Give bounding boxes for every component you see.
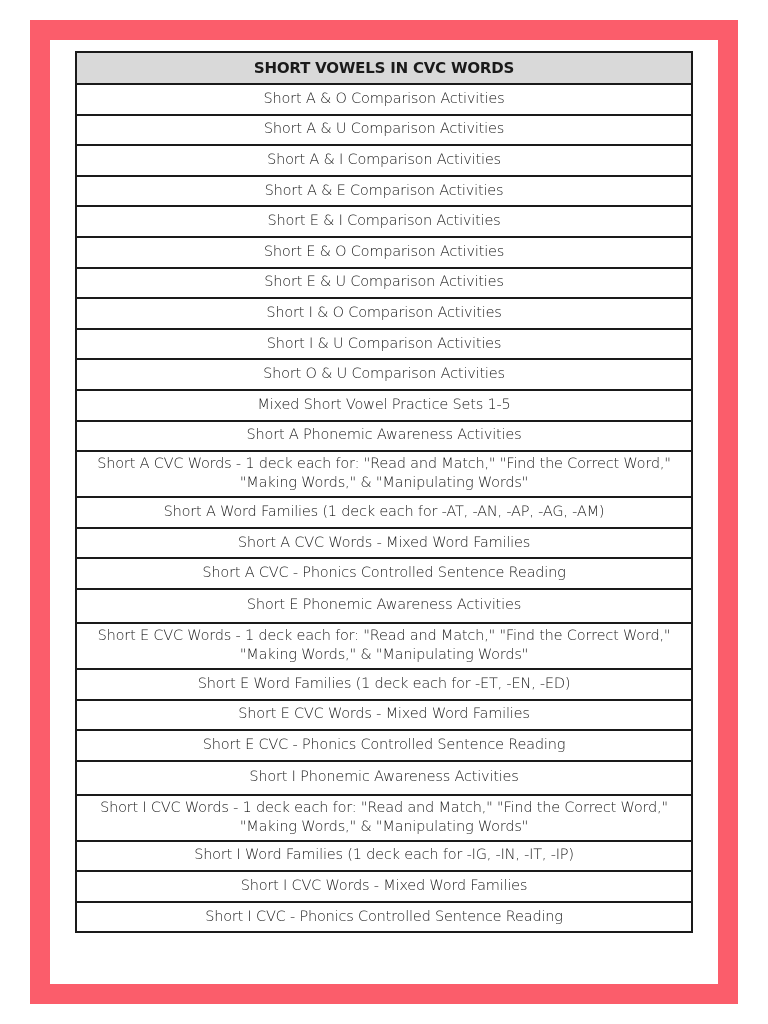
table-cell: Short A CVC - Phonics Controlled Sentence Reading <box>76 558 692 589</box>
table-cell: Short A Word Families (1 deck each for -AT, -AN, -AP, -AG, -AM) <box>76 497 692 528</box>
table-row <box>76 176 692 207</box>
table-cell: Short E CVC Words - Mixed Word Families <box>76 700 692 731</box>
table-cell: Short E Word Families (1 deck each for -ET, -EN, -ED) <box>76 669 692 700</box>
table-header: SHORT VOWELS IN CVC WORDS <box>76 52 692 84</box>
table-row <box>76 115 692 146</box>
table-cell: Short I & O Comparison Activities <box>76 298 692 329</box>
table-row <box>76 421 692 452</box>
table-row <box>76 237 692 268</box>
table-cell: Short A & I Comparison Activities <box>76 145 692 176</box>
table-cell: Short E CVC - Phonics Controlled Sentence Reading <box>76 730 692 761</box>
table-row <box>76 589 692 623</box>
table-cell: Short E & I Comparison Activities <box>76 206 692 237</box>
table-header-row <box>76 52 692 84</box>
content-area <box>50 40 718 984</box>
table-row <box>76 497 692 528</box>
table-row <box>76 795 692 841</box>
table-cell: Short E CVC Words - 1 deck each for: "Read and Match," "Find the Correct Word," "Making Words," & "Manipulating Words" <box>76 623 692 669</box>
table-cell: Short I CVC Words - 1 deck each for: "Read and Match," "Find the Correct Word," "Making Words," & "Manipulating Words" <box>76 795 692 841</box>
table-row <box>76 761 692 795</box>
pink-border-frame <box>30 20 738 1004</box>
table-cell: Short E Phonemic Awareness Activities <box>76 589 692 623</box>
table-cell: Short E & O Comparison Activities <box>76 237 692 268</box>
table-row <box>76 390 692 421</box>
cvc-activities-table <box>75 51 693 933</box>
table-row <box>76 730 692 761</box>
table-row <box>76 700 692 731</box>
table-cell: Short E & U Comparison Activities <box>76 268 692 299</box>
table-row <box>76 329 692 360</box>
table-row <box>76 528 692 559</box>
table-cell: Short A CVC Words - 1 deck each for: "Read and Match," "Find the Correct Word," "Making Words," & "Manipulating Words" <box>76 451 692 497</box>
table-cell: Short I CVC - Phonics Controlled Sentence Reading <box>76 902 692 933</box>
table-cell: Short O & U Comparison Activities <box>76 359 692 390</box>
table-cell: Short A & U Comparison Activities <box>76 115 692 146</box>
table-cell: Short A CVC Words - Mixed Word Families <box>76 528 692 559</box>
table-row <box>76 871 692 902</box>
table-cell: Short A Phonemic Awareness Activities <box>76 421 692 452</box>
table-row <box>76 206 692 237</box>
table-cell: Short I Word Families (1 deck each for -IG, -IN, -IT, -IP) <box>76 841 692 872</box>
table-cell: Short I & U Comparison Activities <box>76 329 692 360</box>
table-row <box>76 902 692 933</box>
table-row <box>76 268 692 299</box>
table-cell: Short A & O Comparison Activities <box>76 84 692 115</box>
table-row <box>76 669 692 700</box>
table-row <box>76 145 692 176</box>
table-row <box>76 841 692 872</box>
table-row <box>76 359 692 390</box>
table-row <box>76 623 692 669</box>
table-cell: Mixed Short Vowel Practice Sets 1-5 <box>76 390 692 421</box>
table-cell: Short A & E Comparison Activities <box>76 176 692 207</box>
table-cell: Short I CVC Words - Mixed Word Families <box>76 871 692 902</box>
table-row <box>76 298 692 329</box>
table-row <box>76 558 692 589</box>
table-cell: Short I Phonemic Awareness Activities <box>76 761 692 795</box>
table-row <box>76 451 692 497</box>
table-row <box>76 84 692 115</box>
